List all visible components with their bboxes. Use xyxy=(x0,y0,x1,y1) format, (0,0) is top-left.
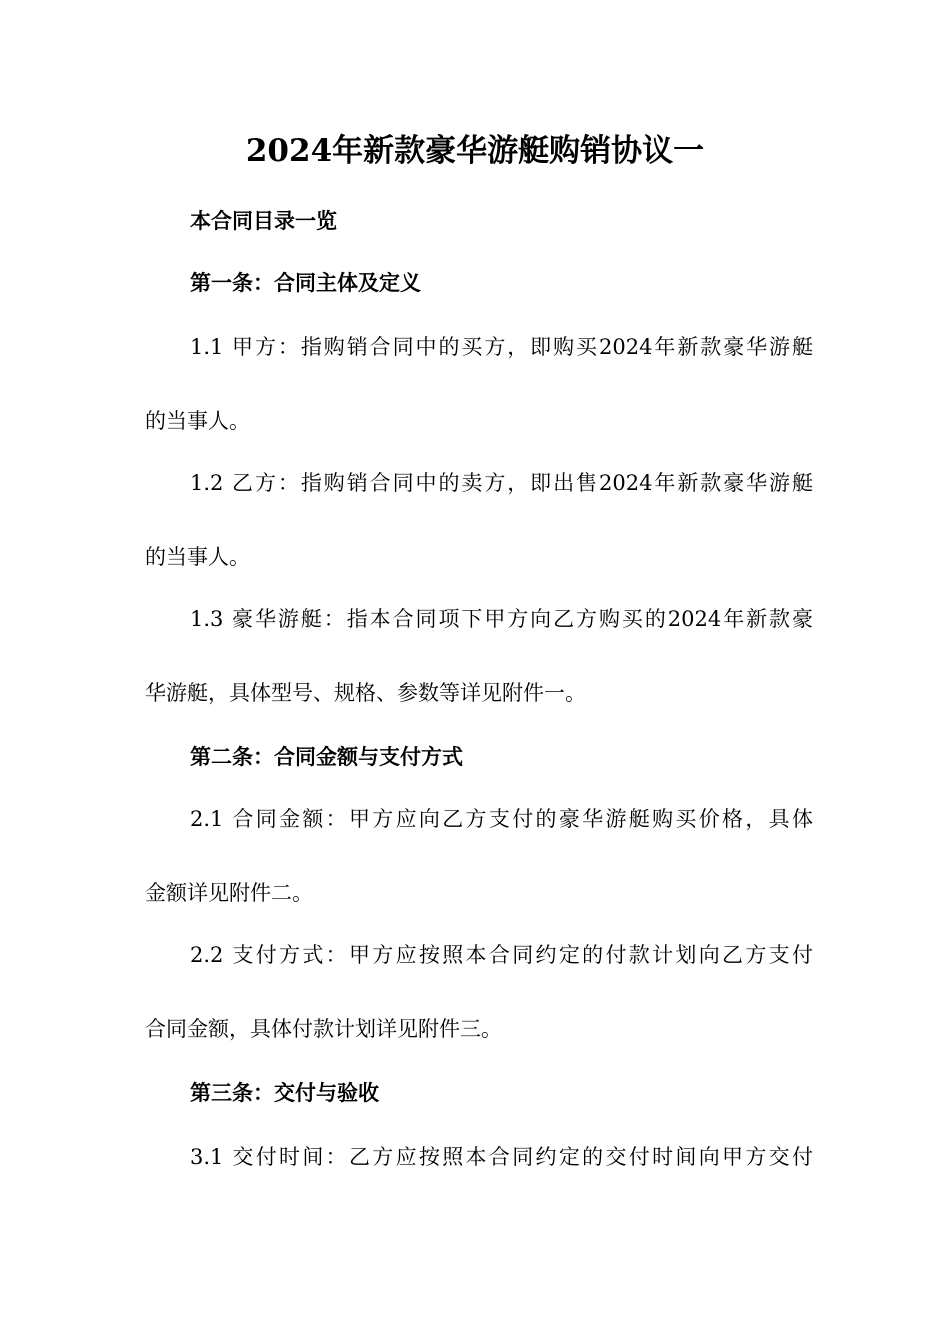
clause-2-2-line-1: 2.2 支付方式：甲方应按照本合同约定的付款计划向乙方支付 xyxy=(190,943,813,967)
clause-1-3-line-1: 1.3 豪华游艇：指本合同项下甲方向乙方购买的2024年新款豪 xyxy=(190,607,813,631)
toc-heading: 本合同目录一览 xyxy=(190,208,337,233)
clause-2-2-line-2: 合同金额，具体付款计划详见附件三。 xyxy=(145,1017,502,1041)
clause-1-2-line-2: 的当事人。 xyxy=(145,545,250,569)
clause-1-3-line-2: 华游艇，具体型号、规格、参数等详见附件一。 xyxy=(145,681,586,705)
clause-3-1-line-1: 3.1 交付时间：乙方应按照本合同约定的交付时间向甲方交付 xyxy=(190,1145,813,1169)
article-2-heading: 第二条：合同金额与支付方式 xyxy=(190,744,463,769)
clause-1-1-line-1: 1.1 甲方：指购销合同中的买方，即购买2024年新款豪华游艇 xyxy=(190,335,813,359)
article-3-heading: 第三条：交付与验收 xyxy=(190,1080,379,1105)
clause-1-1-line-2: 的当事人。 xyxy=(145,409,250,433)
document-title: 2024年新款豪华游艇购销协议一 xyxy=(245,133,705,169)
clause-2-1-line-2: 金额详见附件二。 xyxy=(145,881,313,905)
clause-1-2-line-1: 1.2 乙方：指购销合同中的卖方，即出售2024年新款豪华游艇 xyxy=(190,471,813,495)
clause-2-1-line-1: 2.1 合同金额：甲方应向乙方支付的豪华游艇购买价格，具体 xyxy=(190,807,813,831)
article-1-heading: 第一条：合同主体及定义 xyxy=(190,270,421,295)
